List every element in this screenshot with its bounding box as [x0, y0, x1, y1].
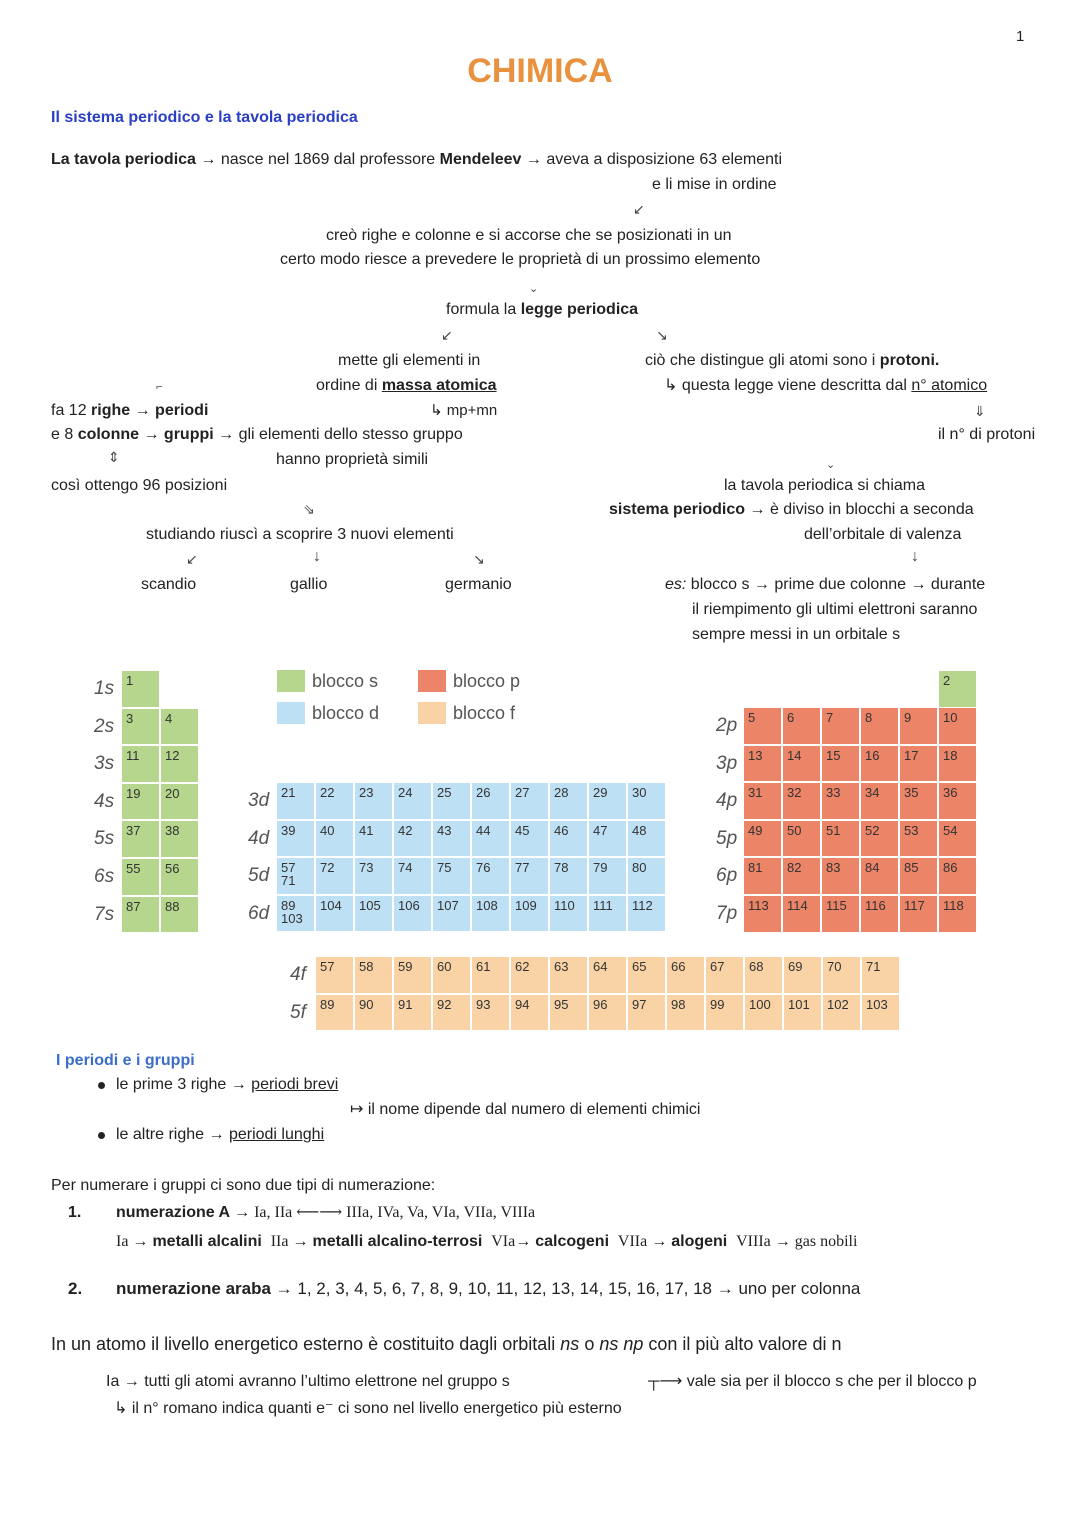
massa-atomica: massa atomica: [381, 377, 497, 394]
line-gruppi-nomi: [116, 1232, 857, 1252]
element-cell-f: 100: [744, 994, 783, 1032]
orbital-label-d: 5d: [248, 865, 270, 887]
element-cell-d: 76: [471, 857, 510, 895]
element-cell-f: 89: [315, 994, 354, 1032]
line-numerazione-araba: [116, 1279, 860, 1299]
element-cell-s: 38: [160, 820, 199, 858]
line-protoni: [645, 351, 939, 371]
element-cell-s: 4: [160, 708, 199, 746]
legend-swatch-p: [418, 670, 446, 692]
line-studiando: studiando riuscì a scoprire 3 nuovi elementi: [146, 526, 454, 543]
arrow-down-left-2: ↙: [441, 327, 453, 343]
element-cell-d: 28: [549, 782, 588, 820]
element-cell-p: 51: [821, 820, 860, 858]
element-cell-s: 12: [160, 745, 199, 783]
line-esempio: [665, 575, 985, 595]
element-cell-d: 25: [432, 782, 471, 820]
g-ia: Ia →: [116, 1233, 153, 1250]
element-cell-f: 96: [588, 994, 627, 1032]
element-cell-f: 65: [627, 956, 666, 994]
note-nome: ↦ il nome dipende dal numero di elementi chimici: [350, 1101, 701, 1118]
periodi-brevi: periodi brevi: [251, 1076, 339, 1093]
g-ia-name: metalli alcalini: [152, 1233, 262, 1250]
tavola-label: La tavola periodica: [51, 151, 196, 168]
brevi-prefix: le prime 3 righe →: [116, 1076, 252, 1093]
es-label: es:: [665, 576, 687, 593]
line-numerare: Per numerare i gruppi ci sono due tipi di numerazione:: [51, 1177, 436, 1194]
element-cell-p: 117: [899, 895, 938, 933]
element-cell-f: 62: [510, 956, 549, 994]
orbital-label-f: 4f: [290, 964, 306, 985]
orbital-label-s: 1s: [94, 678, 115, 699]
element-cell-p: 33: [821, 782, 860, 820]
g-via-name: calcogeni: [535, 1233, 610, 1250]
element-cell-d: 43: [432, 820, 471, 858]
element-cell-d: 57 71: [276, 857, 315, 895]
element-cell-d: 45: [510, 820, 549, 858]
element-cell-s: 19: [121, 783, 160, 821]
section-heading: Il sistema periodico e la tavola periodica: [51, 109, 358, 126]
element-cell-f: 102: [822, 994, 861, 1032]
element-cell-d: 24: [393, 782, 432, 820]
arrow-down-left-3: ↙: [186, 551, 198, 567]
element-cell-p: 35: [899, 782, 938, 820]
element-cell-s: 11: [121, 745, 160, 783]
element-cell-p: 36: [938, 782, 977, 820]
element-cell-d: 29: [588, 782, 627, 820]
element-cell-p: 113: [743, 895, 782, 933]
g-iia: IIa →: [270, 1233, 313, 1250]
legend-label-f: blocco f: [453, 703, 516, 723]
element-cell-f: 94: [510, 994, 549, 1032]
element-cell-d: 46: [549, 820, 588, 858]
element-cell-d: 78: [549, 857, 588, 895]
massa-prefix: ordine di: [316, 377, 382, 394]
bullet-periodi-lunghi: [116, 1125, 324, 1145]
list-num-2: 2.: [68, 1279, 83, 1298]
col-5: → gli elementi dello stesso gruppo: [213, 426, 463, 443]
col-2: colonne: [77, 426, 140, 443]
element-cell-p: 7: [821, 707, 860, 745]
element-cell-f: 90: [354, 994, 393, 1032]
g-iia-name: metalli alcalino-terrosi: [312, 1233, 483, 1250]
line-tavola: [51, 150, 782, 170]
element-cell-f: 67: [705, 956, 744, 994]
arrow-down-small: ⌄: [529, 283, 539, 295]
legge-periodica: legge periodica: [520, 301, 639, 318]
righe-4: periodi: [155, 402, 209, 419]
element-cell-f: 70: [822, 956, 861, 994]
element-cell-p: 53: [899, 820, 938, 858]
element-cell-d: 107: [432, 895, 471, 933]
arrow-down-right: ↘: [656, 327, 668, 343]
element-cell-p: 50: [782, 820, 821, 858]
element-cell-d: 23: [354, 782, 393, 820]
col-4: gruppi: [163, 426, 214, 443]
element-cell-p: 5: [743, 707, 782, 745]
protoni-word: protoni.: [879, 352, 940, 369]
element-cell-d: 27: [510, 782, 549, 820]
element-cell-p: 118: [938, 895, 977, 933]
element-cell-f: 57: [315, 956, 354, 994]
element-cell-f: 97: [627, 994, 666, 1032]
element-cell-p: 8: [860, 707, 899, 745]
element-cell-d: 79: [588, 857, 627, 895]
element-cell-p: 34: [860, 782, 899, 820]
element-cell-s: 88: [160, 896, 199, 934]
element-cell-d: 105: [354, 895, 393, 933]
legend-swatch-d: [277, 702, 305, 724]
line-n-protoni: il n° di protoni: [938, 426, 1036, 443]
element-cell-d: 77: [510, 857, 549, 895]
numerazione-araba-label: numerazione araba: [116, 1279, 271, 1298]
element-cell-d: 111: [588, 895, 627, 933]
g-viia: VIIa →: [617, 1233, 672, 1250]
element-cell-f: 68: [744, 956, 783, 994]
element-cell-d: 89 103: [276, 895, 315, 933]
g-viiia: VIIIa → gas nobili: [736, 1233, 858, 1250]
page-title: CHIMICA: [467, 52, 613, 90]
element-cell-p: 83: [821, 857, 860, 895]
element-cell-p: 15: [821, 745, 860, 783]
element-cell-s: 3: [121, 708, 160, 746]
element-cell-d: 74: [393, 857, 432, 895]
element-cell-d: 73: [354, 857, 393, 895]
numerazione-a-text: → Ia, IIa ⟵⟶ IIIa, IVa, Va, VIa, VIIa, VIIIa: [230, 1204, 536, 1221]
element-cell-p: 114: [782, 895, 821, 933]
element-cell-p: 52: [860, 820, 899, 858]
element-cell-p: 49: [743, 820, 782, 858]
numerazione-a-label: numerazione A: [116, 1204, 231, 1221]
line-ia: Ia → tutti gli atomi avranno l’ultimo elettrone nel gruppo s: [106, 1373, 510, 1390]
orbital-label-d: 4d: [248, 827, 270, 849]
arrow-down-4: ↓: [911, 548, 919, 565]
element-cell-p: 82: [782, 857, 821, 895]
arrow-down-small-2: ⌄: [826, 459, 836, 471]
tavola-text2: → aveva a disposizione 63 elementi: [521, 151, 783, 168]
numero-prefix: ↳ questa legge viene descritta dal: [664, 377, 912, 394]
element-cell-d: 112: [627, 895, 666, 933]
bullet-periodi-brevi: [116, 1075, 338, 1095]
legend-swatch-f: [418, 702, 446, 724]
righe-3: →: [130, 402, 156, 419]
element-cell-d: 108: [471, 895, 510, 933]
sistema-periodico: sistema periodico: [609, 501, 746, 518]
element-cell-d: 75: [432, 857, 471, 895]
orbital-label-s: 5s: [94, 828, 115, 850]
element-cell-p: 16: [860, 745, 899, 783]
element-cell-p: 115: [821, 895, 860, 933]
orbital-label-f: 5f: [290, 1001, 306, 1023]
line-colonne: [51, 425, 463, 445]
element-cell-f: 69: [783, 956, 822, 994]
legend-swatch-s: [277, 670, 305, 692]
element-cell-p: 6: [782, 707, 821, 745]
element-cell-d: 22: [315, 782, 354, 820]
line-ordine: e li mise in ordine: [652, 176, 777, 193]
g-via: VIa→: [491, 1233, 536, 1250]
element-cell-d: 48: [627, 820, 666, 858]
righe-2: righe: [91, 402, 131, 419]
element-cell-f: 99: [705, 994, 744, 1032]
lunghi-prefix: le altre righe →: [116, 1126, 229, 1143]
element-cell-p: 32: [782, 782, 821, 820]
line-numero-atomico: [664, 376, 987, 396]
element-cell-d: 80: [627, 857, 666, 895]
element-cell-d: 104: [315, 895, 354, 933]
element-cell-d: 72: [315, 857, 354, 895]
list-num-1: 1.: [68, 1204, 82, 1221]
livello-o: o: [579, 1334, 600, 1354]
line-romano: ↳ il n° romano indica quanti e⁻ ci sono nel livello energetico più esterno: [114, 1400, 622, 1417]
line-legge: [446, 300, 638, 320]
orbital-label-s: 6s: [94, 866, 115, 887]
line-vale: ┬⟶ vale sia per il blocco s che per il blocco p: [648, 1373, 977, 1390]
element-cell-d: 26: [471, 782, 510, 820]
g-viia-name: alogeni: [671, 1233, 728, 1250]
element-cell-f: 101: [783, 994, 822, 1032]
element-cell-d: 40: [315, 820, 354, 858]
tavola-text: → nasce nel 1869 dal professore: [195, 151, 440, 168]
element-cell-p: 54: [938, 820, 977, 858]
periodi-lunghi: periodi lunghi: [228, 1126, 325, 1143]
line-valenza: dell’orbitale di valenza: [804, 526, 962, 543]
element-cell-d: 106: [393, 895, 432, 933]
element-cell-s: 87: [121, 896, 160, 934]
protoni-prefix: ciò che distingue gli atomi sono i: [645, 352, 880, 369]
element-scandio: scandio: [141, 576, 197, 593]
element-cell-p: 84: [860, 857, 899, 895]
line-orbitale-s: sempre messi in un orbitale s: [692, 626, 901, 643]
element-cell-f: 71: [861, 956, 900, 994]
element-cell-f: 58: [354, 956, 393, 994]
numerazione-araba-text: → 1, 2, 3, 4, 5, 6, 7, 8, 9, 10, 11, 12, 13, 14, 15, 16, 17, 18 → uno per colonna: [270, 1279, 861, 1298]
element-cell-d: 21: [276, 782, 315, 820]
line-righe-colonne: creò righe e colonne e si accorse che se posizionati in un: [326, 227, 732, 244]
orbital-label-s: 3s: [94, 753, 115, 775]
line-livello: [51, 1333, 842, 1355]
element-cell-d: 39: [276, 820, 315, 858]
livello-nsnp: ns np: [599, 1334, 644, 1354]
arrow-up-down: ⇕: [108, 449, 120, 465]
element-cell-p: 13: [743, 745, 782, 783]
orbital-label-s: 4s: [94, 790, 115, 812]
line-riempimento: il riempimento gli ultimi elettroni saranno: [692, 601, 978, 618]
line-mpmn: ↳ mp+mn: [430, 402, 498, 419]
legend-label-d: blocco d: [312, 703, 380, 723]
line-prevedere: certo modo riesce a prevedere le proprietà di un prossimo elemento: [280, 251, 761, 268]
numero-atomico: n° atomico: [911, 377, 988, 394]
arrow-down-right-3: ↘: [473, 551, 485, 567]
element-gallio: gallio: [290, 576, 328, 593]
legend-label-p: blocco p: [453, 671, 521, 691]
bullet: [98, 1082, 105, 1089]
section-heading-2: I periodi e i gruppi: [56, 1052, 195, 1069]
legend-label-s: blocco s: [312, 671, 379, 691]
element-cell-d: 30: [627, 782, 666, 820]
line-si-chiama: la tavola periodica si chiama: [724, 477, 925, 494]
element-cell-d: 47: [588, 820, 627, 858]
element-cell-p: 10: [938, 707, 977, 745]
page-number: 1: [1016, 28, 1025, 45]
element-cell-f: 63: [549, 956, 588, 994]
line-posizioni: così ottengo 96 posizioni: [51, 477, 228, 494]
element-cell-f: 91: [393, 994, 432, 1032]
element-cell-d: 110: [549, 895, 588, 933]
element-cell-p: 9: [899, 707, 938, 745]
element-cell-f: 60: [432, 956, 471, 994]
sistema-text: → è diviso in blocchi a seconda: [745, 501, 974, 518]
arrow-double-down: ⇓: [974, 403, 986, 419]
orbital-label-p: 5p: [716, 827, 738, 849]
livello-1: In un atomo il livello energetico esterno è costituito dagli orbitali: [51, 1334, 561, 1354]
element-cell-p: 81: [743, 857, 782, 895]
line-sistema: [609, 500, 974, 520]
element-cell-p: 14: [782, 745, 821, 783]
orbital-label-p: 2p: [716, 715, 738, 736]
element-cell-p: 116: [860, 895, 899, 933]
orbital-label-p: 4p: [716, 790, 738, 812]
element-cell-f: 66: [666, 956, 705, 994]
element-cell-p: 85: [899, 857, 938, 895]
element-cell-d: 41: [354, 820, 393, 858]
livello-2: con il più alto valore di n: [643, 1334, 842, 1354]
element-cell-he: 2: [938, 670, 977, 708]
element-cell-f: 103: [861, 994, 900, 1032]
orbital-label-d: 3d: [248, 790, 270, 811]
orbital-label-p: 7p: [716, 903, 738, 924]
element-cell-s: 37: [121, 820, 160, 858]
bullet: [98, 1132, 105, 1139]
line-righe: [51, 401, 208, 421]
livello-ns: ns: [560, 1334, 580, 1354]
orbital-label-s: 2s: [94, 715, 115, 737]
col-1: e 8: [51, 426, 78, 443]
element-cell-f: 93: [471, 994, 510, 1032]
arrow-down-left: ↙: [633, 201, 645, 217]
element-cell-s: 56: [160, 858, 199, 896]
line-proprieta: hanno proprietà simili: [276, 451, 429, 468]
arrow-down-right-2: ⇘: [303, 501, 315, 517]
element-cell-f: 59: [393, 956, 432, 994]
element-cell-f: 92: [432, 994, 471, 1032]
orbital-label-s: 7s: [94, 903, 115, 925]
line-numerazione-a: [116, 1203, 535, 1223]
legge-prefix: formula la: [446, 301, 521, 318]
element-cell-f: 95: [549, 994, 588, 1032]
element-cell-p: 18: [938, 745, 977, 783]
element-cell-p: 31: [743, 782, 782, 820]
element-cell-s: 20: [160, 783, 199, 821]
element-germanio: germanio: [445, 576, 512, 593]
col-3: →: [139, 426, 164, 443]
element-cell-p: 86: [938, 857, 977, 895]
element-cell-s: 1: [121, 670, 160, 708]
element-cell-f: 98: [666, 994, 705, 1032]
element-cell-f: 64: [588, 956, 627, 994]
orbital-label-d: 6d: [248, 902, 270, 924]
line-mette: mette gli elementi in: [338, 352, 481, 369]
orbital-label-p: 3p: [716, 752, 738, 774]
element-cell-f: 61: [471, 956, 510, 994]
arrow-down-3: ↓: [313, 548, 321, 565]
arrow-corner: ⌐: [156, 381, 163, 393]
element-cell-p: 17: [899, 745, 938, 783]
mendeleev: Mendeleev: [439, 151, 522, 168]
orbital-label-p: 6p: [716, 865, 738, 887]
es-text: blocco s → prime due colonne → durante: [686, 576, 986, 593]
line-massa: [316, 376, 497, 396]
righe-1: fa 12: [51, 402, 92, 419]
element-cell-s: 55: [121, 858, 160, 896]
element-cell-d: 44: [471, 820, 510, 858]
element-cell-d: 109: [510, 895, 549, 933]
element-cell-d: 42: [393, 820, 432, 858]
